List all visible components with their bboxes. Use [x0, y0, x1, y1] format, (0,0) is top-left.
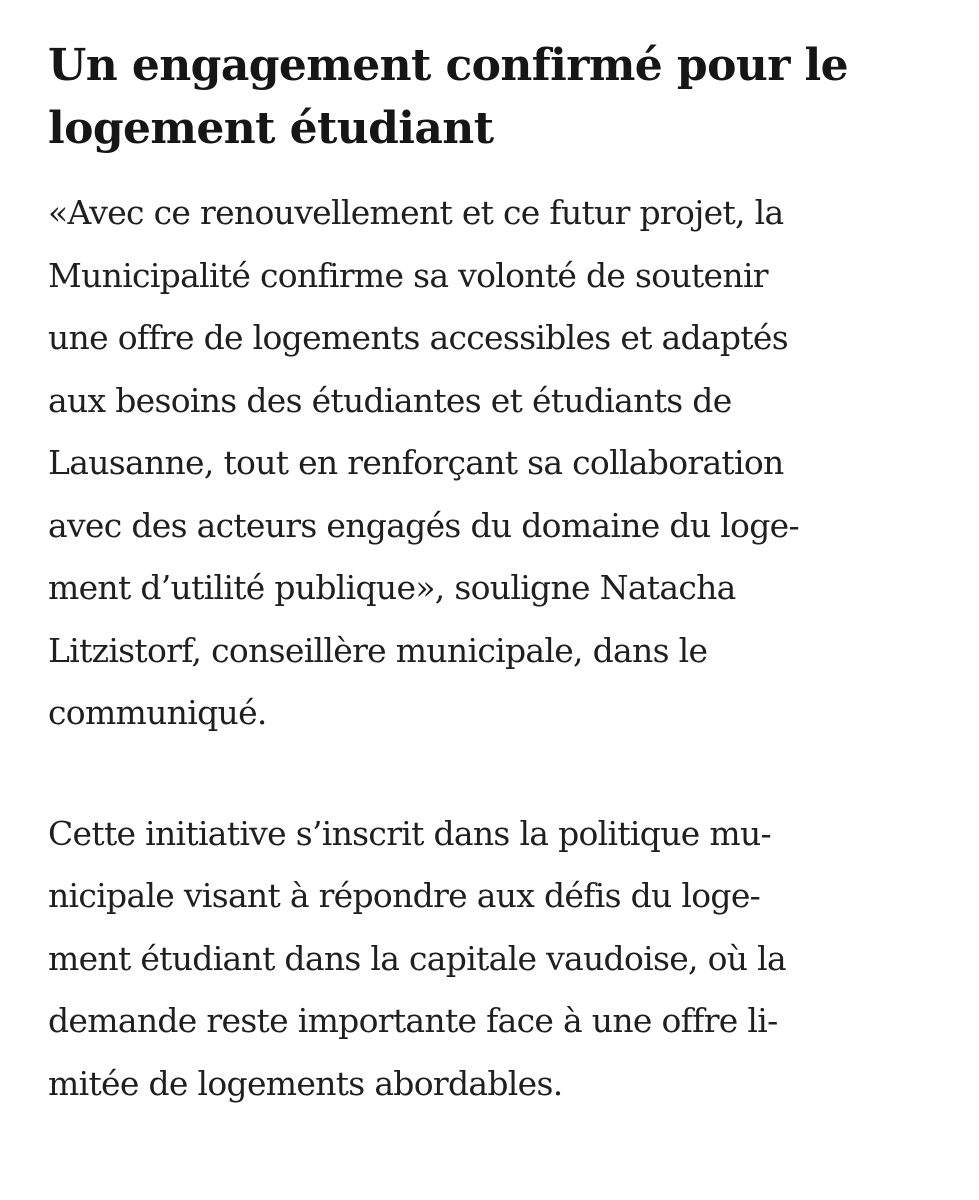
paragraph-line: Litzistorf, conseillère municipale, dans le [48, 630, 708, 670]
paragraph-line: une offre de logements accessibles et adaptés [48, 318, 788, 357]
paragraph-line: ment étudiant dans la capitale vaudoise, où la [48, 938, 786, 978]
paragraph-line: communiqué. [48, 693, 267, 732]
headline-line: Un engagement confirmé pour le [48, 40, 849, 91]
paragraph-line: demande reste importante face à une offre li- [48, 1001, 778, 1040]
paragraph-line: nicipale visant à répondre aux défis du loge- [48, 876, 761, 915]
article [48, 34, 928, 1115]
paragraph-line: «Avec ce renouvellement et ce futur projet, la [48, 193, 784, 232]
headline-line: logement étudiant [48, 103, 494, 154]
paragraph-line: aux besoins des étudiantes et étudiants de [48, 380, 732, 420]
context-paragraph [48, 803, 928, 1116]
paragraph-line: Municipalité confirme sa volonté de soutenir [48, 255, 768, 295]
paragraph-line: Lausanne, tout en renforçant sa collaboration [48, 443, 784, 482]
quote-paragraph [48, 182, 928, 745]
paragraph-line: ment d’utilité publique», souligne Natacha [48, 568, 736, 607]
paragraph-line: avec des acteurs engagés du domaine du loge- [48, 505, 799, 545]
paragraph-line: mitée de logements abordables. [48, 1063, 563, 1103]
article-headline [48, 34, 928, 160]
paragraph-line: Cette initiative s’inscrit dans la politique mu- [48, 813, 771, 853]
